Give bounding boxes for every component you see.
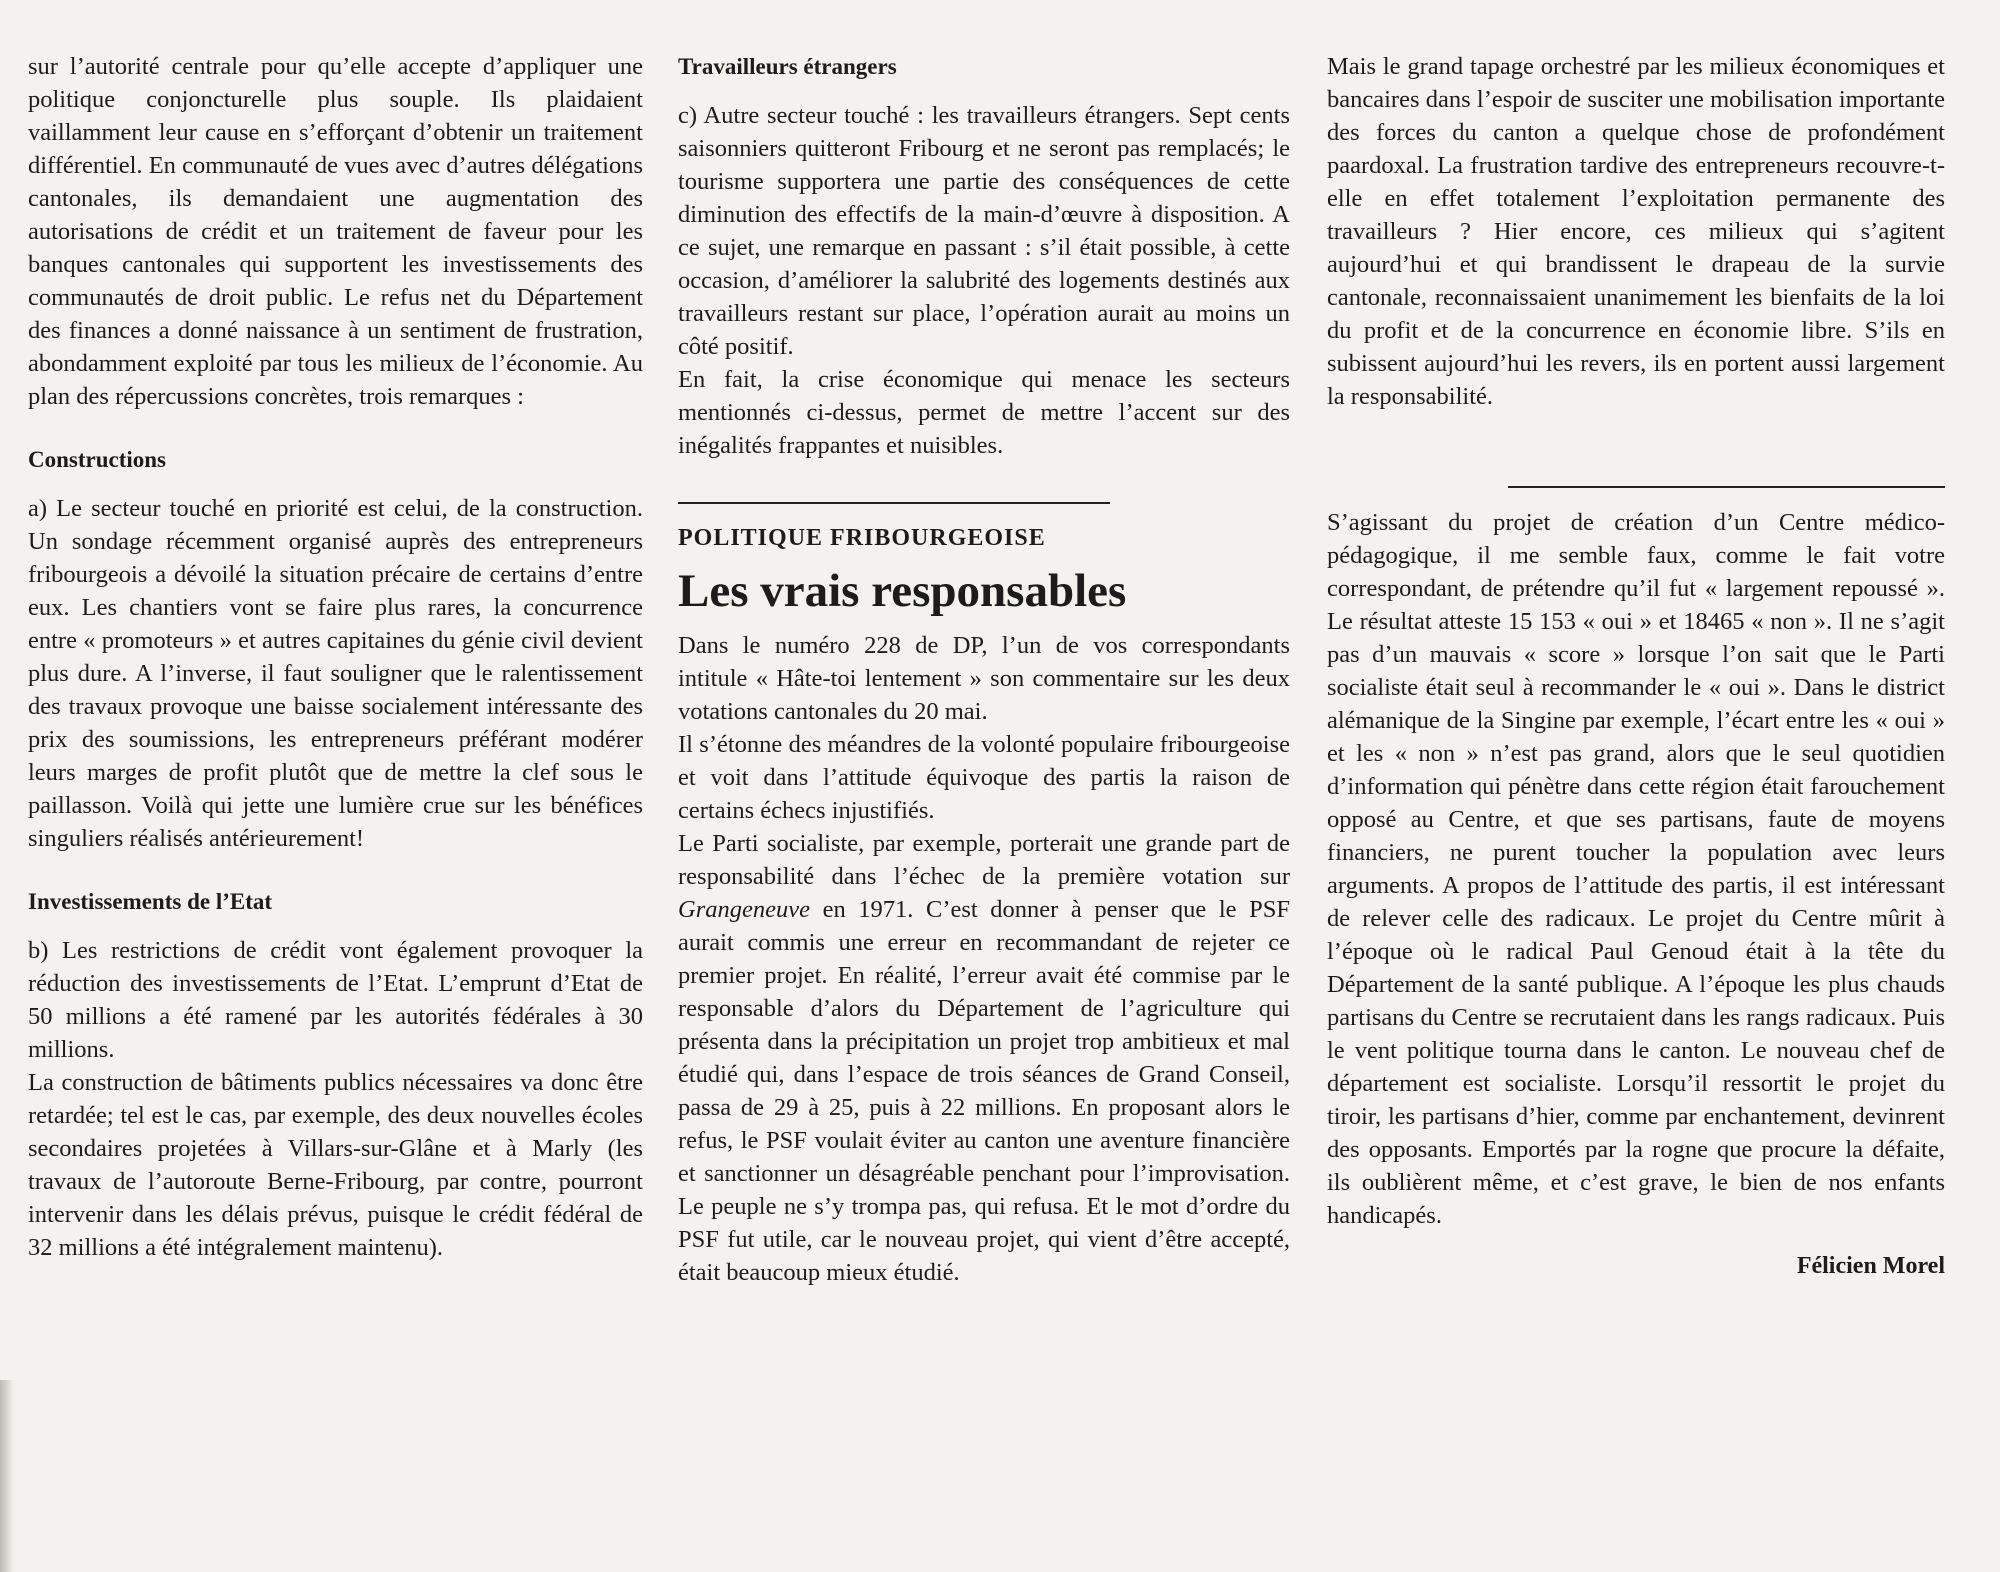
italic-grangeneuve: Grangeneuve xyxy=(678,896,810,923)
scan-edge-shadow xyxy=(0,1380,14,1572)
subheading-investissements: Investissements de l’Etat xyxy=(28,889,273,914)
paragraph-investissements-2: La construction de bâtiments publics nécessaires va donc être retardée; tel est le cas, par exemple, des deux nouvelles écoles secondaires projetées à Villars-sur-Glâne et à Marly (les travaux de l’autoroute Berne-Fribourg, par contre, pourront intervenir dans les délais prévus, puisque le crédit fédéral de 32 millions a été intégralement maintenu). xyxy=(28,1069,643,1261)
paragraph-travailleurs-1: c) Autre secteur touché : les travailleurs étrangers. Sept cents saisonniers quitteront Fribourg et ne seront pas remplacés; le tourisme supportera une partie des conséquences de cette diminution des effectifs de la main-d’œuvre à disposition. A ce sujet, une remarque en passant : s’il était possible, à cette occasion, d’améliorer la salubrité des logements destinés aux travailleurs restant sur place, l’opération aurait au moins un côté positif. xyxy=(678,102,1290,360)
subheading-travailleurs: Travailleurs étrangers xyxy=(678,54,897,79)
paragraph-article-3-part-b: en 1971. C’est donner à penser que le PSF aurait commis une erreur en recommandant de rejeter ce premier projet. En réalité, l’erreur avait été commise par le responsable d’alors du Département de l’agriculture qui présenta dans la précipitation un projet trop ambitieux et mal étudié qui, dans l’espace de trois séances de Grand Conseil, passa de 29 à 25, puis à 22 millions. En proposant alors le refus, le PSF voulait éviter au canton une aventure financière et sanctionner un désagréable penchant pour l’improvisation. Le peuple ne s’y trompa pas, qui refusa. Et le mot d’ordre du PSF fut utile, car le nouveau projet, qui vient d’être accepté, était beaucoup mieux étudié. xyxy=(678,896,1290,1286)
paragraph-travailleurs-2: En fait, la crise économique qui menace les secteurs mentionnés ci-dessus, permet de mettre l’accent sur des inégalités frappantes et nuisibles. xyxy=(678,366,1290,459)
paragraph-article-3 xyxy=(678,827,1290,1289)
author-signature: Félicien Morel xyxy=(1796,1253,1945,1279)
article-headline: Les vrais responsables xyxy=(678,565,1127,617)
section-kicker: POLITIQUE FRIBOURGEOISE xyxy=(678,525,1046,551)
column-right xyxy=(1327,50,1945,1283)
paragraph-centre-medico: S’agissant du projet de création d’un Centre médico-pédagogique, il me semble faux, comme le fait votre correspondant, de prétendre qu’il fut « largement repoussé ». Le résultat atteste 15 153 « oui » et 18465 « non ». Il ne s’agit pas d’un mauvais « score » lorsque l’on sait que le Parti socialiste était seul à recommander le « oui ». Dans le district alémanique de la Singine par exemple, l’écart entre les « oui » et les « non » n’est pas grand, alors que le seul quotidien d’information qui pénètre dans cette région était farouchement opposé au Centre, et que ses partisans, faute de moyens financiers, ne purent toucher la population avec leurs arguments. A propos de l’attitude des partis, il est intéressant de relever celle des radicaux. Le projet du Centre mûrit à l’époque où le radical Paul Genoud était à la tête du Département de la santé publique. A l’époque les plus chauds partisans du Centre se recrutaient dans les rangs radicaux. Puis le vent politique tourna dans le canton. Le nouveau chef de département est socialiste. Lorsqu’il ressortit le projet du tiroir, les partisans d’hier, comme par enchantement, devinrent des opposants. Emportés par la rogne que procure la défaite, ils oublièrent même, et c’est grave, le bien de nos enfants handicapés. xyxy=(1327,509,1945,1229)
paragraph-investissements-1: b) Les restrictions de crédit vont également provoquer la réduction des investissements de l’Etat. L’emprunt d’Etat de 50 millions a été ramené par les autorités fédérales à 30 millions. xyxy=(28,937,643,1063)
paragraph-article-1: Dans le numéro 228 de DP, l’un de vos correspondants intitule « Hâte-toi lentement » son commentaire sur les deux votations cantonales du 20 mai. xyxy=(678,632,1290,725)
paragraph-constructions: a) Le secteur touché en priorité est celui, de la construction. Un sondage récemment organisé auprès des entrepreneurs fribourgeois a dévoilé la situation précaire de certains d’entre eux. Les chantiers vont se faire plus rares, la concurrence entre « promoteurs » et autres capitaines du génie civil devient plus dure. A l’inverse, il faut souligner que le ralentissement des travaux provoque une baisse socialement intéressante des prix des soumissions, les entrepreneurs préférant modérer leurs marges de profit plutôt que de mettre la clef sous le paillasson. Voilà qui jette une lumière crue sur les bénéfices singuliers réalisés antérieurement! xyxy=(28,495,643,852)
paragraph-tapage: Mais le grand tapage orchestré par les milieux économiques et bancaires dans l’espoir de susciter une mobilisation importante des forces du canton a quelque chose de profondément paardoxal. La frustration tardive des entrepreneurs recouvre-t-elle en effet totalement l’exploitation permanente des travailleurs ? Hier encore, ces milieux qui s’agitent aujourd’hui et qui brandissent le drapeau de la survie cantonale, reconnaissaient unanimement les bienfaits de la loi du profit et de la concurrence en économie libre. S’ils en subissent aujourd’hui les revers, ils en portent aussi largement la responsabilité. xyxy=(1327,53,1945,410)
paragraph-intro: sur l’autorité centrale pour qu’elle accepte d’appliquer une politique conjoncturelle plus souple. Ils plaidaient vaillamment leur cause en s’efforçant d’obtenir un traitement différentiel. En communauté de vues avec d’autres délégations cantonales, ils demandaient une augmentation des autorisations de crédit et un traitement de faveur pour les banques cantonales qui supportent les investissements des communautés de droit public. Le refus net du Département des finances a donné naissance à un sentiment de frustration, abondamment exploité par tous les milieux de l’économie. Au plan des répercussions concrètes, trois remarques : xyxy=(28,53,643,410)
column-left xyxy=(28,50,643,1264)
paragraph-article-3-part-a: Le Parti socialiste, par exemple, porterait une grande part de responsabilité dans l’échec de la première votation sur xyxy=(678,830,1290,890)
subheading-constructions: Constructions xyxy=(28,447,167,472)
paragraph-article-2: Il s’étonne des méandres de la volonté populaire fribourgeoise et voit dans l’attitude équivoque des partis la raison de certains échecs injustifiés. xyxy=(678,731,1290,824)
column-middle xyxy=(678,50,1290,1289)
